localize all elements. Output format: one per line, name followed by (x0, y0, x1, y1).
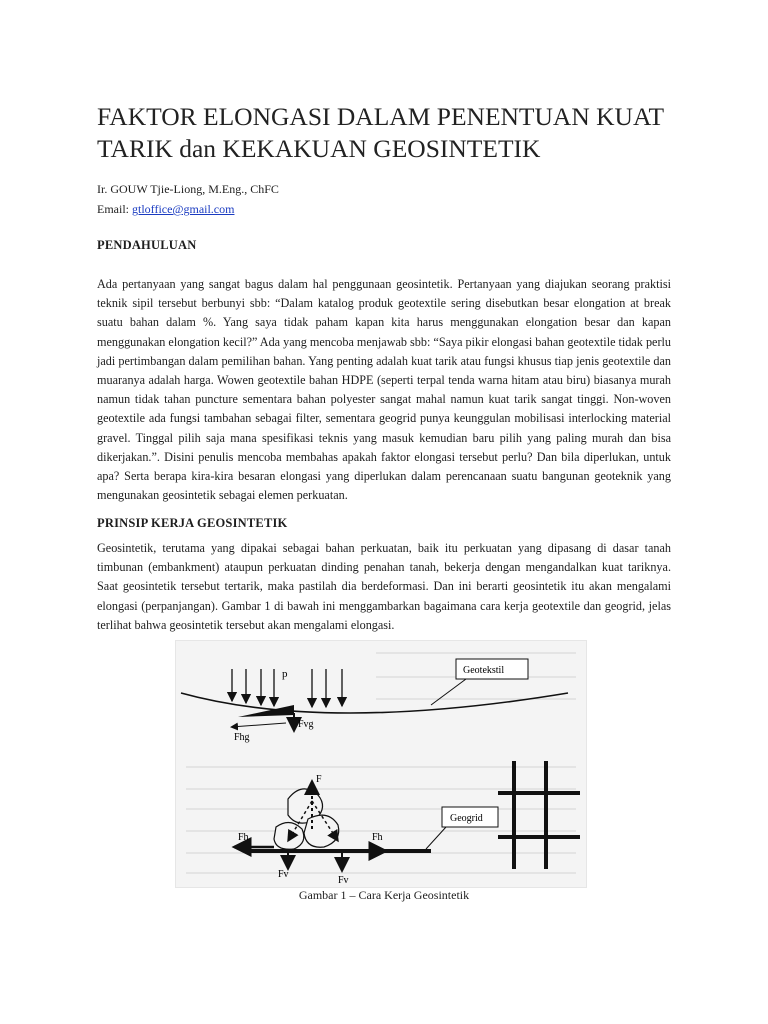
figure-caption: Gambar 1 – Cara Kerja Geosintetik (298, 888, 470, 902)
section-heading-prinsip: PRINSIP KERJA GEOSINTETIK (97, 516, 288, 530)
label-fvg: Fvg (298, 719, 314, 730)
geotextile-pointer (431, 679, 466, 705)
geogrid-pointer (426, 827, 446, 849)
label-fh-left: Fh (238, 832, 249, 843)
label-fv-right: Fv (338, 875, 349, 886)
label-p: p (282, 668, 288, 680)
label-fh-right: Fh (372, 832, 383, 843)
figure-diagram (176, 641, 586, 887)
label-fhg: Fhg (234, 732, 250, 743)
document-title: FAKTOR ELONGASI DALAM PENENTUAN KUAT TARIK dan KEKAKUAN GEOSINTETIK (97, 102, 664, 163)
section-heading-pendahuluan: PENDAHULUAN (97, 238, 197, 252)
email-line (97, 201, 234, 217)
label-f: F (316, 774, 322, 785)
fhg-arrow (231, 723, 286, 727)
aggregate-particles (274, 789, 339, 849)
geotextile-curve (181, 693, 568, 713)
label-fv-left: Fv (278, 869, 289, 880)
label-geogrid: Geogrid (450, 813, 483, 824)
email-label: Email: (97, 202, 132, 216)
email-link[interactable]: gtloffice@gmail.com (132, 202, 235, 216)
author-line: Ir. GOUW Tjie-Liong, M.Eng., ChFC (97, 182, 279, 196)
paragraph-pendahuluan: Ada pertanyaan yang sangat bagus dalam hal penggunaan geosintetik. Pertanyaan yang diajukan seorang praktisi teknik sipil tersebut berbunyi sbb: “Dalam katalog produk geotextile sering disebutkan besar elongation at break suatu bahan dalam %. Yang saya tidak paham kapan kita harus menggunakan elongation besar dan kapan menggunakan elongation kecil?” Ada yang mencoba menjawab sbb: “Saya pikir elongasi bahan geotextile tidak perlu jadi pertimbangan dalam pemilihan bahan. Yang penting adalah kuat tarik atau fungsi khusus tiap jenis geotextile dan muaranya adalah harga. Wowen geotextile bahan HDPE (seperti terpal tenda warna hitam atau biru) biasanya murah namun tidak tahan puncture sementara bahan polyester sangat mahal namun kuat tarik sangat tinggi. Non-woven geotextile ada fungsi tambahan sebagai filter, sementara geogrid punya keunggulan mobilisasi interlocking material gravel. Tinggal pilih saja mana spesifikasi teknis yang masuk kemudian baru pilih yang paling murah dan bisa dikerjakan.”. Disini penulis mencoba membahas apakah faktor elongasi tersebut perlu? Dan bila diperlukan, untuk apa? Serta berapa kira-kira besaran elongasi yang diperlukan dalam perencanaan suatu bangunan geoteknik yang mengunakan geosintetik sebagai elemen perkuatan. (97, 277, 671, 503)
paragraph-prinsip: Geosintetik, terutama yang dipakai sebagai bahan perkuatan, baik itu perkuatan yang dipasang di dasar tanah timbunan (embankment) ataupun perkuatan dinding penahan tanah, bekerja dengan mengandalkan kuat tariknya. Saat geosintetik tersebut tertarik, maka pastilah dia berdeformasi. Dan ini berarti geosintetik itu akan mengalami elongasi (perpanjangan). Gambar 1 di bawah ini menggambarkan bagaimana cara kerja geotextile dan geogrid, jelas terlihat bahwa geosintetik tersebut akan mengalami elongasi. (97, 541, 671, 632)
label-geotextile: Geotekstil (463, 665, 505, 676)
figure-geosynthetic-mechanism (175, 640, 587, 888)
